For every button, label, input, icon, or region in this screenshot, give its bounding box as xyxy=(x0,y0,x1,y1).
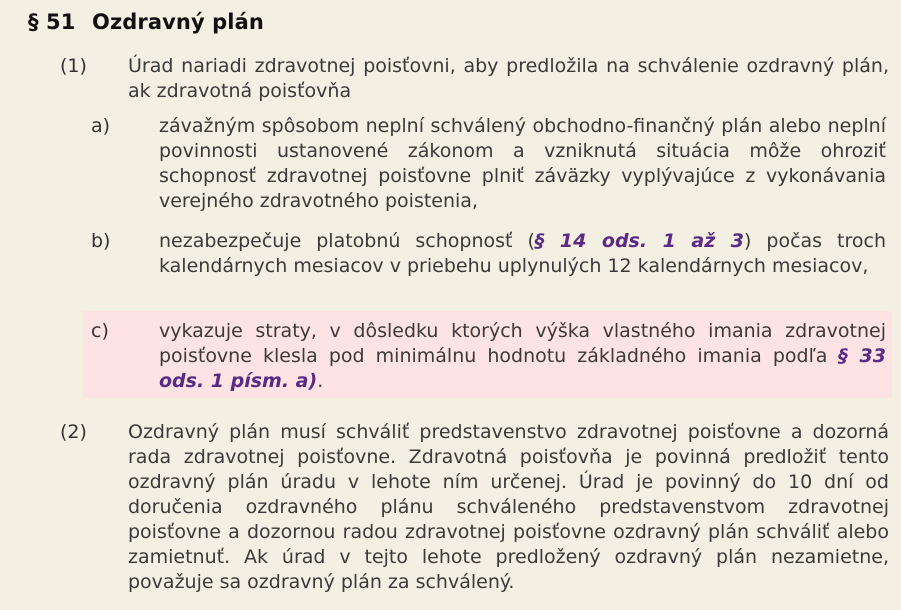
item-a-letter: a) xyxy=(91,115,111,137)
item-c-letter: c) xyxy=(91,320,109,342)
item-c-text-before: vykazuje straty, v dôsledku ktorých výška vlastného imania zdravotnej poisťovne klesla pod minimálnu hodnotu základného imania podľa xyxy=(159,320,886,367)
paragraph-2-number: (2) xyxy=(60,421,87,443)
item-b-reference-link[interactable]: § 14 ods. 1 až 3 xyxy=(534,230,745,252)
item-b-text-after: ) počas troch kalendárnych mesiacov v priebehu uplynulých 12 kalendárnych mesiacov, xyxy=(159,230,886,277)
paragraph-1-number: (1) xyxy=(60,55,87,77)
section-number: § 51 xyxy=(28,10,76,34)
item-c-text xyxy=(159,319,886,394)
paragraph-1-text: Úrad nariadi zdravotnej poisťovni, aby predložila na schválenie ozdravný plán, ak zdravotná poisťovňa xyxy=(128,55,889,102)
item-b-text-before: nezabezpečuje platobnú schopnosť ( xyxy=(159,230,535,252)
item-b-text xyxy=(159,229,886,279)
section-heading xyxy=(28,10,264,34)
item-c-reference-link[interactable]: § 33 ods. 1 písm. a) xyxy=(159,345,886,392)
item-b-letter: b) xyxy=(91,230,111,252)
section-title: Ozdravný plán xyxy=(92,10,264,34)
item-a-text: závažným spôsobom neplní schválený obchodno-finančný plán alebo neplní povinnosti ustanovené zákonom a vzniknutá situácia môže ohroziť schopnosť zdravotnej poisťovne plniť záväzky vyplývajúce z vykonávania verejného zdravotného poistenia, xyxy=(159,115,886,212)
paragraph-2-text: Ozdravný plán musí schváliť predstavenstvo zdravotnej poisťovne a dozorná rada zdravotnej poisťovne. Zdravotná poisťovňa je povinná predložiť tento ozdravný plán úradu v lehote ním určenej. Úrad je povinný do 10 dní od doručenia ozdravného plánu schváleného predstavenstvom zdravotnej poisťovne a dozornou radou zdravotnej poisťovne ozdravný plán schváliť alebo zamietnuť. Ak úrad v tejto lehote predložený ozdravný plán nezamietne, považuje sa ozdravný plán za schválený. xyxy=(128,421,889,593)
item-c-text-after: . xyxy=(317,370,324,392)
